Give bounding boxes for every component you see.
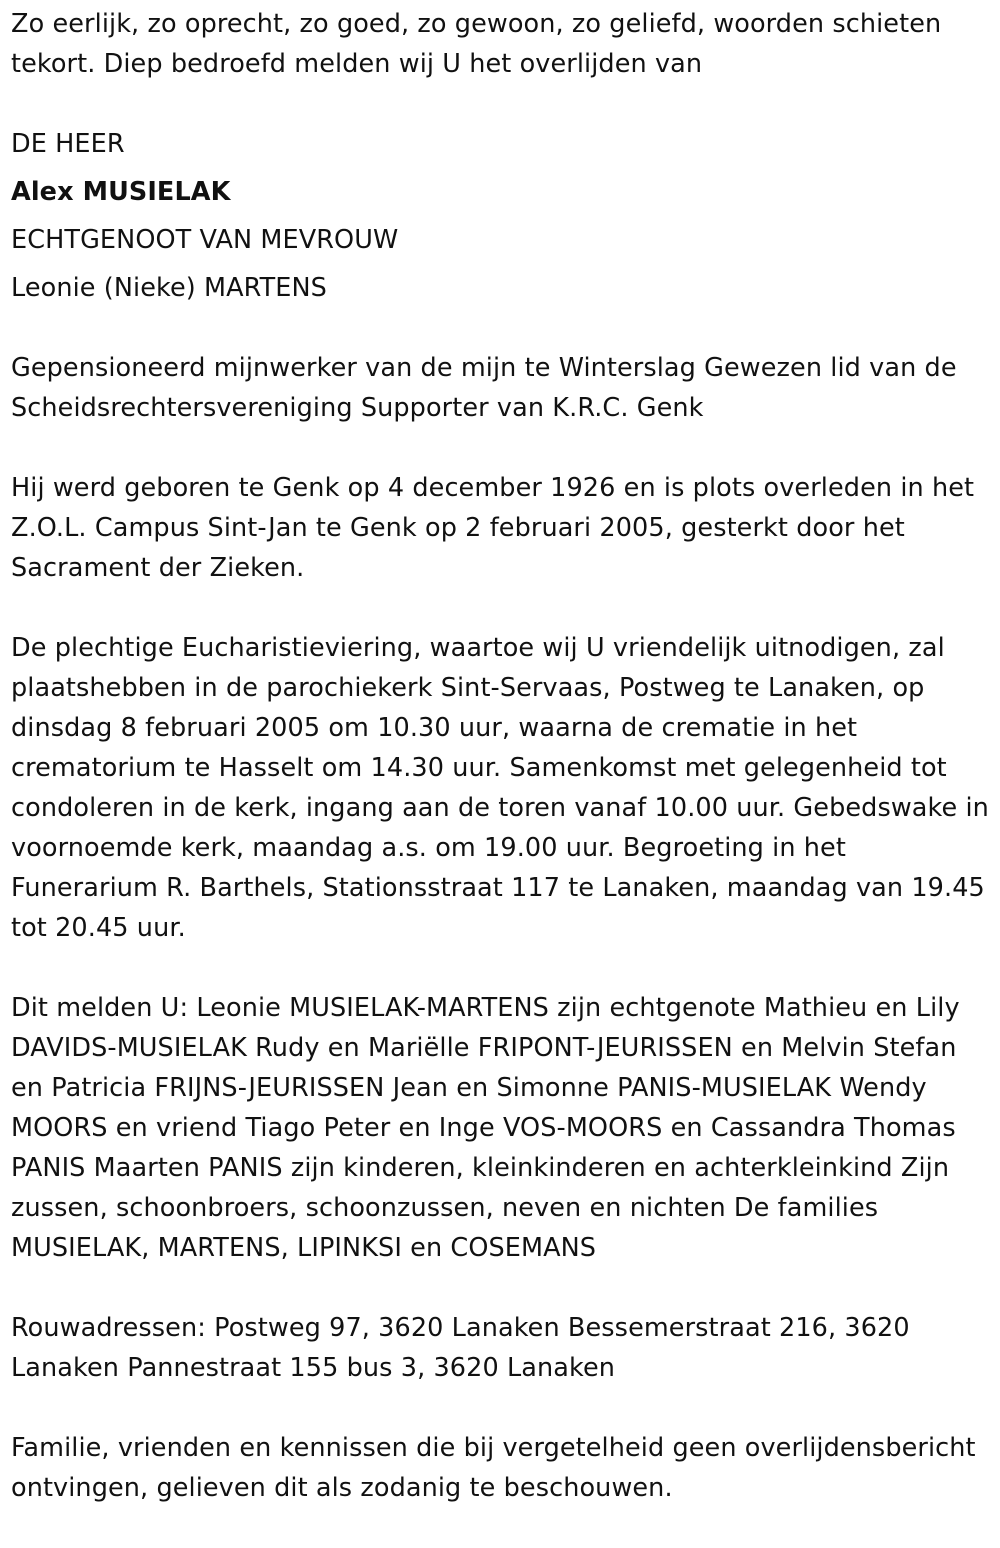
deceased-block [11, 124, 993, 308]
intro-paragraph: Zo eerlijk, zo oprecht, zo goed, zo gewoon, zo geliefd, woorden schieten tekort. Diep bedroefd melden wij U het overlijden van [11, 9, 942, 79]
spouse-label: ECHTGENOOT VAN MEVROUW [11, 225, 399, 255]
ceremony-paragraph: De plechtige Eucharistieviering, waartoe wij U vriendelijk uitnodigen, zal plaatshebben in de parochiekerk Sint-Servaas, Postweg te Lanaken, op dinsdag 8 februari 2005 om 10.30 uur, waarna de crematie in het crematorium te Hasselt om 14.30 uur. Samenkomst met gelegenheid tot condoleren in de kerk, ingang aan de toren vanaf 10.00 uur. Gebedswake in voornoemde kerk, maandag a.s. om 19.00 uur. Begroeting in het Funerarium R. Barthels, Stationsstraat 117 te Lanaken, maandag van 19.45 tot 20.45 uur. [11, 633, 989, 943]
deceased-title: DE HEER [11, 129, 125, 159]
obituary-page [11, 4, 993, 1548]
closing-paragraph: Familie, vrienden en kennissen die bij vergetelheid geen overlijdensbericht ontvingen, gelieven dit als zodanig te beschouwen. [11, 1433, 976, 1503]
occupation-paragraph: Gepensioneerd mijnwerker van de mijn te Winterslag Gewezen lid van de Scheidsrechtersvereniging Supporter van K.R.C. Genk [11, 353, 957, 423]
spouse-name: Leonie (Nieke) MARTENS [11, 273, 327, 303]
family-paragraph: Dit melden U: Leonie MUSIELAK-MARTENS zijn echtgenote Mathieu en Lily DAVIDS-MUSIELAK Rudy en Mariëlle FRIPONT-JEURISSEN en Melvin Stefan en Patricia FRIJNS-JEURISSEN Jean en Simonne PANIS-MUSIELAK Wendy MOORS en vriend Tiago Peter en Inge VOS-MOORS en Cassandra Thomas PANIS Maarten PANIS zijn kinderen, kleinkinderen en achterkleinkind Zijn zussen, schoonbroers, schoonzussen, neven en nichten De families MUSIELAK, MARTENS, LIPINKSI en COSEMANS [11, 993, 960, 1263]
birth-death-paragraph: Hij werd geboren te Genk op 4 december 1926 en is plots overleden in het Z.O.L. Campus Sint-Jan te Genk op 2 februari 2005, gesterkt door het Sacrament der Zieken. [11, 473, 975, 583]
addresses-paragraph: Rouwadressen: Postweg 97, 3620 Lanaken Bessemerstraat 216, 3620 Lanaken Pannestraat 155 bus 3, 3620 Lanaken [11, 1313, 910, 1383]
deceased-name: Alex MUSIELAK [11, 177, 231, 207]
